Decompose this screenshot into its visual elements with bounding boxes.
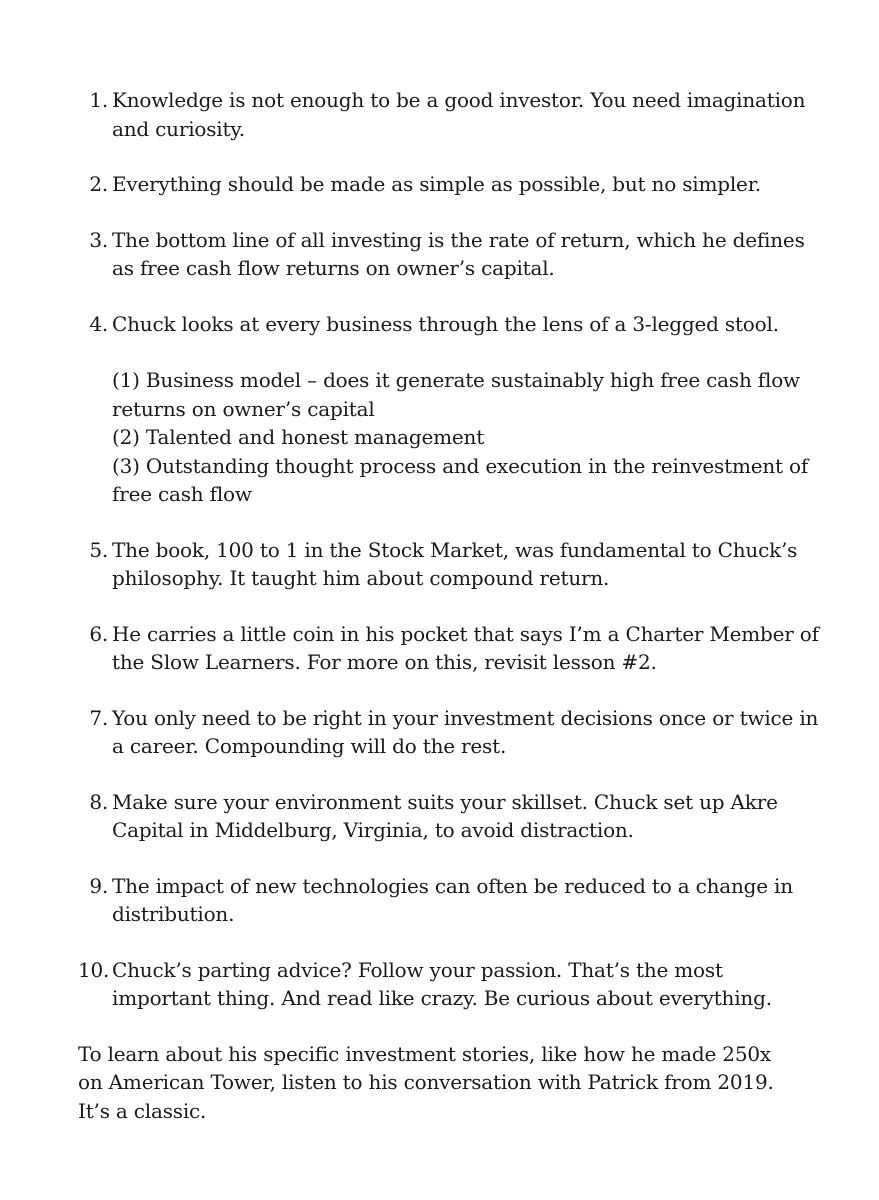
stool-leg-item: (1) Business model – does it generate sustainably high free cash flow returns on owner’s capital	[112, 368, 800, 421]
lesson-text: Chuck looks at every business through the lens of a 3-legged stool.	[112, 311, 779, 336]
lesson-item	[78, 872, 819, 929]
lesson-item	[78, 704, 819, 761]
lesson-number: 7.	[89, 705, 108, 730]
lesson-text: You only need to be right in your investment decisions once or twice in a career. Compounding will do the rest.	[112, 705, 819, 758]
lesson-item	[78, 620, 819, 677]
stool-legs-list	[112, 366, 819, 509]
lesson-text: The impact of new technologies can often be reduced to a change in distribution.	[112, 873, 793, 926]
lesson-text: Chuck’s parting advice? Follow your passion. That’s the most important thing. And read like crazy. Be curious about everything.	[112, 957, 772, 1010]
lesson-number: 10.	[78, 957, 110, 982]
lesson-number: 2.	[89, 172, 108, 196]
lesson-item	[78, 86, 819, 143]
lesson-text: Everything should be made as simple as possible, but no simpler.	[112, 172, 762, 196]
lesson-number: 5.	[89, 537, 108, 562]
lesson-item	[78, 956, 819, 1013]
lesson-number: 3.	[89, 227, 108, 252]
lesson-text: He carries a little coin in his pocket that says I’m a Charter Member of the Slow Learners. For more on this, revisit lesson #2.	[112, 621, 819, 674]
lesson-number: 6.	[89, 621, 108, 646]
lesson-text: The bottom line of all investing is the rate of return, which he defines as free cash flow returns on owner’s capital.	[112, 227, 805, 280]
lesson-item	[78, 170, 819, 199]
lesson-number: 8.	[89, 789, 108, 814]
lesson-number: 9.	[89, 873, 108, 898]
lesson-text: Knowledge is not enough to be a good investor. You need imagination and curiosity.	[112, 88, 806, 141]
lesson-list	[78, 86, 819, 1013]
lesson-item	[78, 788, 819, 845]
lesson-item	[78, 310, 819, 509]
lesson-number: 4.	[89, 311, 108, 336]
stool-leg-item: (3) Outstanding thought process and execution in the reinvestment of free cash flow	[112, 453, 809, 506]
stool-leg-item: (2) Talented and honest management	[112, 425, 485, 449]
closing-paragraph: To learn about his specific investment stories, like how he made 250x on American Tower, listen to his conversation with Patrick from 2019. It’s a classic.	[78, 1041, 774, 1123]
lesson-item	[78, 536, 819, 593]
lesson-text: Make sure your environment suits your skillset. Chuck set up Akre Capital in Middelburg, Virginia, to avoid distraction.	[112, 789, 778, 842]
lesson-item	[78, 226, 819, 283]
lesson-number: 1.	[89, 88, 108, 112]
lesson-text: The book, 100 to 1 in the Stock Market, was fundamental to Chuck’s philosophy. It taught him about compound return.	[112, 537, 798, 590]
